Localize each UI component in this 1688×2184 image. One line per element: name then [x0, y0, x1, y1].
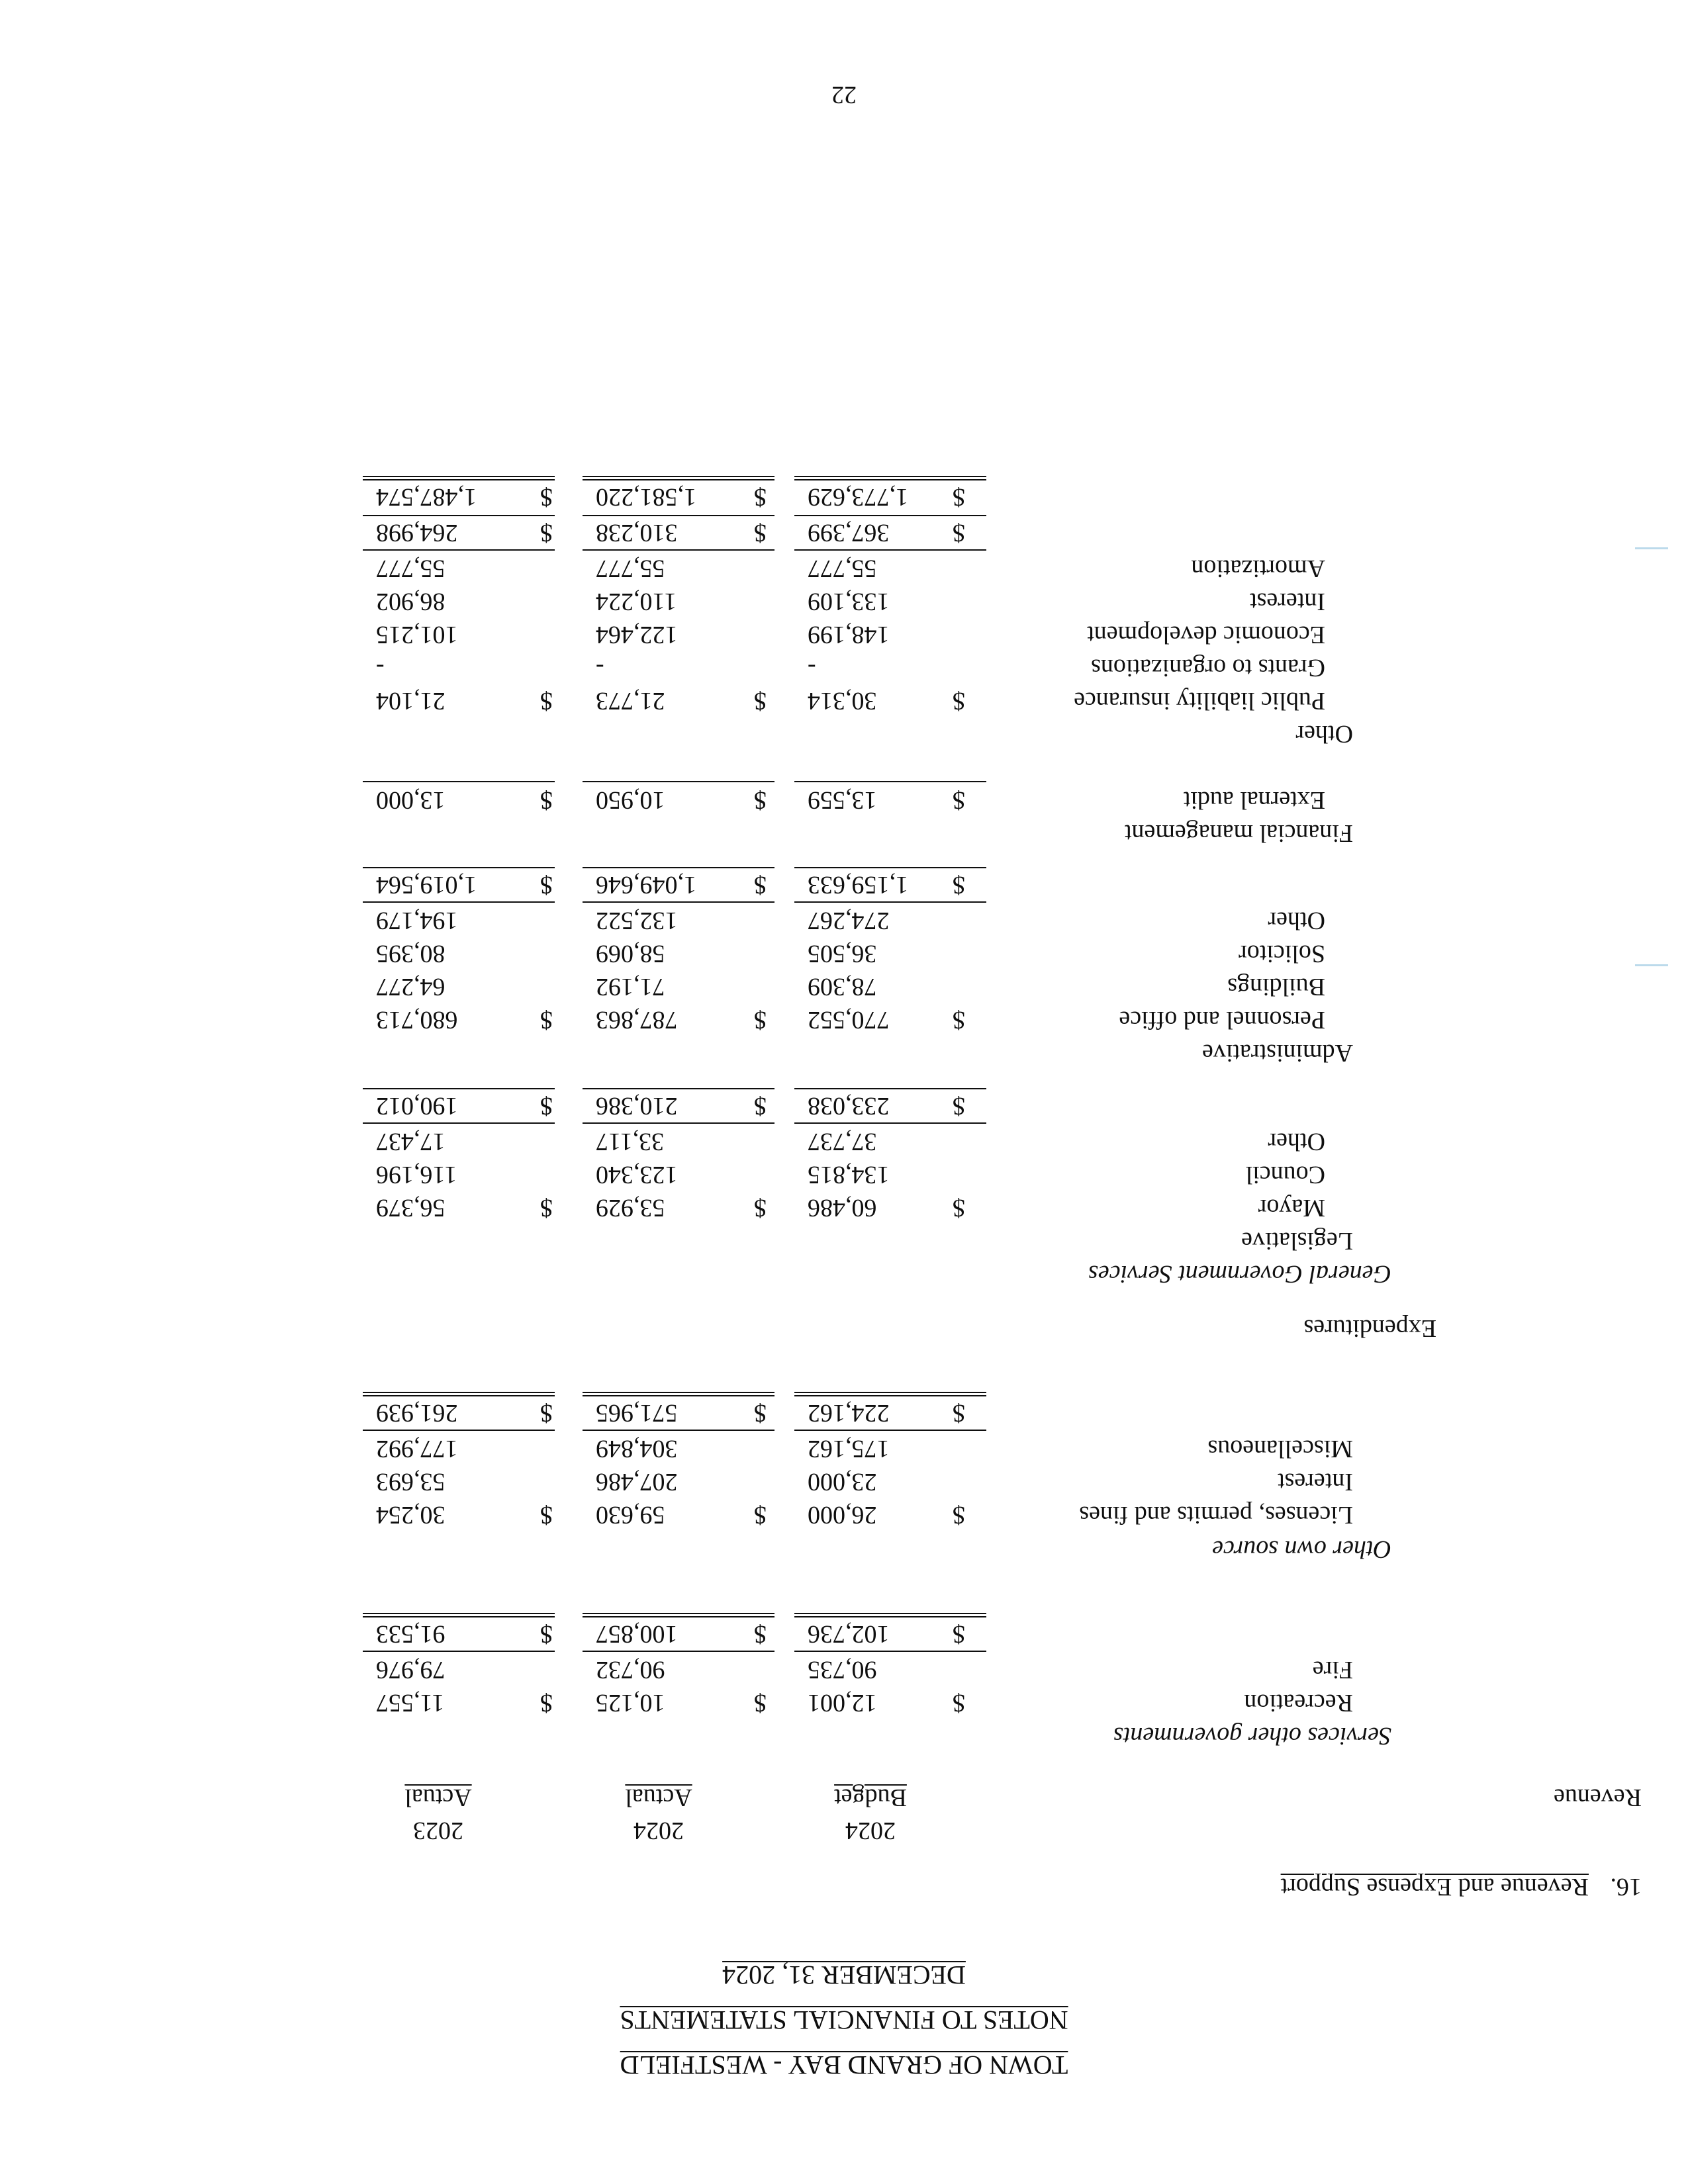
- table-row: [0, 680, 1688, 713]
- row-label: Public liability insurance: [1074, 687, 1325, 715]
- value-2023-actual: 21,104: [376, 687, 445, 715]
- legislative-label: Legislative: [1241, 1227, 1353, 1255]
- value-2023-actual: 1,019,564: [376, 871, 477, 899]
- currency-symbol: $: [754, 1092, 767, 1120]
- value-2024-budget: 367,399: [808, 519, 890, 547]
- group-heading: [0, 713, 1688, 747]
- value-2023-actual: -: [376, 654, 385, 682]
- row-label: Fire: [1312, 1656, 1353, 1684]
- value-2024-budget: 36,505: [808, 940, 877, 968]
- value-2023-actual: 64,277: [376, 973, 445, 1001]
- col3-year: 2023: [413, 1817, 463, 1844]
- col1-year: 2024: [845, 1817, 896, 1844]
- table-row: [0, 581, 1688, 614]
- currency-symbol: $: [953, 1620, 965, 1648]
- value-2024-actual: 10,950: [596, 786, 665, 814]
- value-2023-actual: 101,215: [376, 621, 458, 649]
- currency-symbol: $: [754, 483, 767, 511]
- subtotal-rule: [794, 1122, 986, 1124]
- value-2023-actual: 13,000: [376, 786, 445, 814]
- table-row: [0, 1682, 1688, 1715]
- value-2024-budget: 60,486: [808, 1194, 877, 1222]
- currency-symbol: $: [754, 687, 767, 715]
- table-row-total: [0, 512, 1688, 545]
- value-2023-actual: 56,379: [376, 1194, 445, 1222]
- currency-symbol: $: [754, 1620, 767, 1648]
- subtotal-rule: [363, 1651, 555, 1652]
- subtotal-rule: [794, 901, 986, 903]
- table-row: [0, 1461, 1688, 1494]
- total-double-rule: [363, 1613, 555, 1617]
- table-row: [0, 647, 1688, 680]
- total-double-rule: [363, 1392, 555, 1396]
- value-2023-actual: 55,777: [376, 555, 445, 582]
- total-double-rule: [794, 1392, 986, 1396]
- row-label: Recreation: [1244, 1689, 1353, 1717]
- services-heading: Services other governments: [1113, 1722, 1391, 1750]
- total-double-rule: [794, 1613, 986, 1617]
- subtotal-rule: [794, 549, 986, 551]
- value-2024-budget: -: [808, 654, 816, 682]
- table-row-total: [0, 1085, 1688, 1118]
- value-2023-actual: 1,487,574: [376, 483, 477, 511]
- subtotal-rule: [583, 549, 774, 551]
- currency-symbol: $: [754, 871, 767, 899]
- row-label: Council: [1245, 1161, 1325, 1189]
- value-2023-actual: 190,012: [376, 1092, 458, 1120]
- subtotal-rule: [363, 1122, 555, 1124]
- table-row: [0, 614, 1688, 647]
- value-2024-actual: 571,965: [596, 1399, 678, 1427]
- value-2023-actual: 11,557: [376, 1689, 445, 1717]
- table-row: [0, 1121, 1688, 1154]
- value-2024-actual: 55,777: [596, 555, 665, 582]
- currency-symbol: $: [540, 1501, 553, 1529]
- subtotal-rule: [794, 867, 986, 868]
- subtotal-rule: [363, 867, 555, 868]
- table-row: [0, 1649, 1688, 1682]
- section-heading: [0, 1529, 1688, 1562]
- value-2023-actual: 264,998: [376, 519, 458, 547]
- currency-symbol: $: [754, 786, 767, 814]
- subtotal-rule: [794, 1088, 986, 1089]
- currency-symbol: $: [540, 483, 553, 511]
- table-row: [0, 780, 1688, 813]
- value-2024-actual: -: [596, 654, 604, 682]
- value-2024-budget: 770,552: [808, 1006, 890, 1034]
- currency-symbol: $: [953, 1194, 965, 1222]
- own-source-heading: Other own source: [1212, 1535, 1391, 1563]
- value-2024-budget: 12,001: [808, 1689, 877, 1717]
- value-2024-actual: 100,857: [596, 1620, 678, 1648]
- revenue-label: Revenue: [1554, 1784, 1642, 1811]
- expenditures-label: Expenditures: [1303, 1314, 1436, 1342]
- currency-symbol: $: [540, 1399, 553, 1427]
- note-heading: [0, 1866, 1688, 1899]
- note-number: 16.: [1610, 1873, 1642, 1901]
- subtotal-rule: [583, 1651, 774, 1652]
- table-row-total: [0, 864, 1688, 897]
- currency-symbol: $: [953, 871, 965, 899]
- value-2023-actual: 194,179: [376, 907, 458, 934]
- row-label: Solicitor: [1239, 940, 1325, 968]
- value-2024-actual: 210,386: [596, 1092, 678, 1120]
- row-label: Amortization: [1191, 555, 1325, 582]
- value-2024-budget: 30,314: [808, 687, 877, 715]
- subtotal-rule: [583, 901, 774, 903]
- value-2024-actual: 304,849: [596, 1435, 678, 1463]
- row-label: Other: [1268, 1128, 1325, 1156]
- value-2023-actual: 79,976: [376, 1656, 445, 1684]
- row-label: Personnel and office: [1119, 1006, 1325, 1034]
- currency-symbol: $: [953, 1006, 965, 1034]
- group-heading: [0, 813, 1688, 846]
- row-label: Mayor: [1258, 1194, 1325, 1222]
- value-2024-budget: 23,000: [808, 1468, 877, 1496]
- subtotal-rule: [583, 1088, 774, 1089]
- value-2024-actual: 1,581,220: [596, 483, 696, 511]
- currency-symbol: $: [953, 483, 965, 511]
- col2-year: 2024: [633, 1817, 684, 1844]
- value-2024-actual: 207,486: [596, 1468, 678, 1496]
- value-2024-budget: 13,559: [808, 786, 877, 814]
- currency-symbol: $: [540, 1006, 553, 1034]
- currency-symbol: $: [540, 786, 553, 814]
- value-2023-actual: 53,693: [376, 1468, 445, 1496]
- table-row: [0, 966, 1688, 999]
- row-label: Interest: [1278, 1468, 1353, 1496]
- subtotal-rule: [583, 1122, 774, 1124]
- currency-symbol: $: [754, 1194, 767, 1222]
- subtotal-rule: [363, 1088, 555, 1089]
- header-notes-title: NOTES TO FINANCIAL STATEMENTS: [620, 2005, 1068, 2035]
- value-2024-actual: 33,117: [596, 1128, 665, 1156]
- total-double-rule: [583, 476, 774, 480]
- value-2024-actual: 132,522: [596, 907, 678, 934]
- value-2023-actual: 116,196: [376, 1161, 457, 1189]
- currency-symbol: $: [754, 1501, 767, 1529]
- row-label: Interest: [1250, 588, 1325, 615]
- value-2024-budget: 134,815: [808, 1161, 890, 1189]
- value-2024-actual: 53,929: [596, 1194, 665, 1222]
- value-2024-budget: 274,267: [808, 907, 890, 934]
- row-label: Grants to organizations: [1091, 654, 1325, 682]
- value-2023-actual: 30,254: [376, 1501, 445, 1529]
- currency-symbol: $: [953, 786, 965, 814]
- table-row: [0, 900, 1688, 933]
- value-2024-actual: 110,224: [596, 588, 677, 615]
- currency-symbol: $: [953, 687, 965, 715]
- col1-label: Budget: [834, 1784, 907, 1811]
- total-double-rule: [363, 476, 555, 480]
- currency-symbol: $: [540, 687, 553, 715]
- currency-symbol: $: [953, 1501, 965, 1529]
- col3-label: Actual: [404, 1784, 472, 1811]
- currency-symbol: $: [540, 1620, 553, 1648]
- row-label: External audit: [1183, 786, 1325, 814]
- currency-symbol: $: [754, 519, 767, 547]
- row-label: Buildings: [1227, 973, 1325, 1001]
- value-2024-budget: 175,162: [808, 1435, 890, 1463]
- subtotal-rule: [583, 515, 774, 516]
- currency-symbol: $: [754, 1006, 767, 1034]
- value-2024-budget: 78,309: [808, 973, 877, 1001]
- subtotal-rule: [363, 1430, 555, 1431]
- total-double-rule: [794, 476, 986, 480]
- administrative-label: Administrative: [1202, 1039, 1353, 1067]
- row-label: Other: [1268, 907, 1325, 934]
- currency-symbol: $: [953, 1399, 965, 1427]
- value-2024-actual: 310,238: [596, 519, 678, 547]
- table-row: [0, 999, 1688, 1032]
- table-row-total: [0, 1392, 1688, 1426]
- value-2024-actual: 10,125: [596, 1689, 665, 1717]
- total-double-rule: [583, 1613, 774, 1617]
- table-row: [0, 1494, 1688, 1527]
- subtotal-rule: [794, 1651, 986, 1652]
- value-2024-actual: 122,464: [596, 621, 678, 649]
- value-2023-actual: 86,902: [376, 588, 445, 615]
- value-2024-budget: 102,736: [808, 1620, 890, 1648]
- value-2024-budget: 90,735: [808, 1656, 877, 1684]
- section-heading: [0, 1253, 1688, 1287]
- value-2023-actual: 261,939: [376, 1399, 458, 1427]
- subtotal-rule: [583, 1430, 774, 1431]
- value-2024-budget: 26,000: [808, 1501, 877, 1529]
- value-2024-actual: 21,773: [596, 687, 665, 715]
- table-row: [0, 1154, 1688, 1187]
- subtotal-rule: [583, 781, 774, 782]
- currency-symbol: $: [540, 1689, 553, 1717]
- value-2023-actual: 80,395: [376, 940, 445, 968]
- value-2023-actual: 680,713: [376, 1006, 458, 1034]
- table-row: [0, 1428, 1688, 1461]
- group-heading: [0, 1220, 1688, 1253]
- subtotal-rule: [363, 901, 555, 903]
- header-date: DECEMBER 31, 2024: [722, 1960, 966, 1990]
- subtotal-rule: [794, 1430, 986, 1431]
- value-2024-actual: 1,049,646: [596, 871, 696, 899]
- row-label: Miscellaneous: [1207, 1435, 1353, 1463]
- value-2024-budget: 233,038: [808, 1092, 890, 1120]
- currency-symbol: $: [953, 519, 965, 547]
- value-2024-actual: 58,069: [596, 940, 665, 968]
- value-2024-actual: 787,863: [596, 1006, 678, 1034]
- value-2023-actual: 17,437: [376, 1128, 445, 1156]
- subtotal-rule: [583, 867, 774, 868]
- currency-symbol: $: [754, 1399, 767, 1427]
- value-2024-actual: 90,732: [596, 1656, 665, 1684]
- note-title: Revenue and Expense Support: [1280, 1873, 1589, 1901]
- value-2023-actual: 91,533: [376, 1620, 445, 1648]
- group-heading: [0, 1032, 1688, 1066]
- subtotal-rule: [363, 549, 555, 551]
- value-2023-actual: 177,992: [376, 1435, 458, 1463]
- value-2024-budget: 1,773,629: [808, 483, 908, 511]
- subtotal-rule: [363, 781, 555, 782]
- currency-symbol: $: [754, 1689, 767, 1717]
- value-2024-budget: 1,159,633: [808, 871, 908, 899]
- revenue-label-row: [0, 1777, 1688, 1810]
- table-row: [0, 933, 1688, 966]
- other-heading: Other: [1295, 720, 1353, 748]
- value-2024-budget: 133,109: [808, 588, 890, 615]
- currency-symbol: $: [540, 519, 553, 547]
- page-number: 22: [831, 81, 857, 109]
- value-2024-actual: 59,630: [596, 1501, 665, 1529]
- value-2024-actual: 71,192: [596, 973, 665, 1001]
- subtotal-rule: [794, 515, 986, 516]
- subtotal-rule: [363, 515, 555, 516]
- financial-management-label: Financial management: [1124, 819, 1353, 847]
- row-label: Economic development: [1087, 621, 1325, 649]
- currency-symbol: $: [540, 1092, 553, 1120]
- value-2024-actual: 123,340: [596, 1161, 678, 1189]
- section-label-row: [0, 1308, 1688, 1341]
- value-2024-budget: 37,737: [808, 1128, 877, 1156]
- currency-symbol: $: [540, 1194, 553, 1222]
- currency-symbol: $: [540, 871, 553, 899]
- currency-symbol: $: [953, 1092, 965, 1120]
- value-2024-budget: 55,777: [808, 555, 877, 582]
- value-2024-budget: 148,199: [808, 621, 890, 649]
- table-row: [0, 1187, 1688, 1220]
- general-government-heading: General Government Services: [1088, 1260, 1391, 1288]
- value-2024-budget: 224,162: [808, 1399, 890, 1427]
- currency-symbol: $: [953, 1689, 965, 1717]
- col2-label: Actual: [625, 1784, 692, 1811]
- row-label: Licenses, permits and fines: [1079, 1501, 1353, 1529]
- subtotal-rule: [794, 781, 986, 782]
- header-town-name: TOWN OF GRAND BAY - WESTFIELD: [620, 2050, 1068, 2080]
- table-row: [0, 548, 1688, 581]
- table-row-grand-total: [0, 477, 1688, 510]
- table-row-total: [0, 1614, 1688, 1647]
- section-heading: [0, 1715, 1688, 1749]
- total-double-rule: [583, 1392, 774, 1396]
